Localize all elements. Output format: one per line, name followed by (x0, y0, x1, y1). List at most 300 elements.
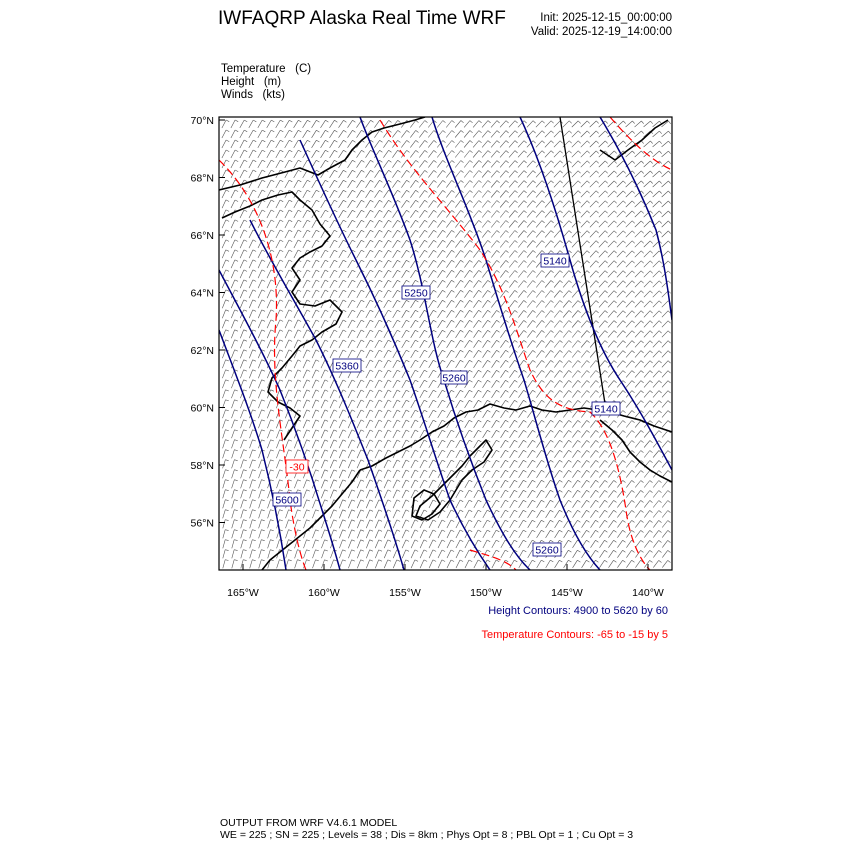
wind-barb-flag (560, 171, 563, 173)
wind-barb (482, 221, 488, 228)
wind-barb-flag (262, 250, 265, 252)
wind-barb-flag (289, 350, 292, 351)
wind-barb-flag (307, 140, 310, 142)
wind-barb-flag (632, 301, 635, 303)
wind-barb (303, 330, 307, 338)
wind-barb-flag (560, 141, 563, 143)
wind-barb-flag (361, 210, 364, 212)
wind-barb-flag (415, 470, 418, 472)
wind-barb-flag (433, 550, 436, 552)
wind-barb (348, 500, 352, 508)
wind-barb (608, 321, 614, 328)
wind-barb (582, 560, 587, 568)
wind-barb-flag (559, 560, 562, 562)
wind-barb-flag (397, 520, 400, 522)
wind-barb (401, 180, 406, 187)
wind-barb (446, 250, 451, 257)
wind-barb (590, 440, 595, 447)
wind-barb-flag (668, 421, 671, 423)
wind-barb-flag (316, 310, 319, 312)
wind-barb (554, 121, 560, 127)
temperature-contour (470, 550, 516, 570)
wind-barb (258, 370, 261, 378)
wind-barb-flag (334, 180, 337, 182)
wind-barb-flag (425, 220, 428, 222)
wind-barb-flag (479, 260, 482, 262)
wind-barb-flag (316, 170, 319, 172)
wind-barb-flag (470, 230, 473, 232)
wind-barb (267, 410, 270, 418)
wind-barb-flag (397, 460, 400, 462)
wind-barb-flag (505, 510, 508, 512)
wind-barb-flag (470, 300, 473, 302)
wind-barb-flag (226, 190, 229, 192)
wind-barb (222, 240, 226, 248)
wind-barb (608, 520, 613, 527)
wind-barb (635, 241, 641, 247)
wind-barb-flag (371, 140, 374, 142)
wind-barb (313, 540, 316, 548)
wind-barb (258, 410, 261, 418)
wind-barb-flag (479, 350, 482, 352)
wind-barb-flag (578, 430, 581, 432)
wind-barb-flag (452, 220, 455, 222)
wind-barb (366, 150, 371, 157)
wind-barb-flag (433, 520, 436, 522)
wind-barb-flag (614, 271, 617, 273)
wind-barb (312, 150, 317, 158)
wind-barb (617, 231, 623, 237)
wind-barb (464, 131, 470, 138)
wind-barb-flag (496, 530, 499, 532)
wind-barb-flag (461, 131, 464, 133)
wind-barb-flag (389, 140, 392, 142)
wind-barb-flag (461, 161, 464, 163)
wind-barb (375, 420, 379, 428)
wind-barb (357, 560, 360, 568)
wind-barb (608, 281, 614, 288)
wind-barb-flag (380, 130, 383, 132)
wind-barb (330, 290, 334, 298)
wind-barb-flag (271, 450, 274, 451)
wind-barb (635, 560, 640, 567)
wind-barb (250, 520, 253, 529)
wind-barb (617, 540, 622, 547)
wind-barb-flag (316, 510, 319, 511)
height-contour (600, 117, 672, 320)
wind-barb (510, 500, 515, 508)
wind-barb-flag (298, 530, 301, 531)
wind-barb-flag (298, 540, 301, 541)
wind-barb-flag (425, 160, 428, 162)
wind-barb-flag (253, 130, 256, 132)
wind-barb (312, 510, 315, 518)
wind-barb-flag (316, 250, 319, 252)
wind-barb-flag (650, 281, 653, 283)
wind-barb-flag (488, 300, 491, 302)
wind-barb-flag (668, 411, 671, 413)
wind-barb-flag (289, 330, 292, 332)
wind-barb-flag (325, 150, 328, 152)
wind-barb-flag (334, 560, 337, 561)
wind-barb (608, 341, 614, 348)
wind-barb-flag (225, 540, 228, 541)
wind-barb-flag (605, 121, 607, 124)
wind-barb-flag (271, 180, 274, 182)
wind-barb-flag (253, 260, 256, 262)
wind-barb (348, 200, 353, 208)
wind-barb-flag (443, 190, 446, 192)
wind-barb-flag (361, 320, 364, 322)
wind-barb-flag (587, 261, 590, 263)
wind-barb-flag (587, 141, 590, 144)
wind-barb (572, 390, 577, 397)
wind-barb (366, 330, 370, 338)
wind-barb-flag (623, 391, 626, 393)
wind-barb (608, 211, 614, 217)
wind-barb (384, 410, 388, 418)
wind-barb (249, 340, 252, 348)
wind-barb-flag (596, 181, 599, 184)
wind-barb (653, 181, 660, 187)
wind-barb-flag (469, 390, 472, 392)
wind-barb-flag (235, 240, 238, 242)
wind-barb-flag (316, 330, 319, 332)
wind-barb (500, 300, 505, 307)
wind-barb-flag (650, 241, 653, 244)
wind-barb (276, 200, 280, 208)
wind-barb (294, 230, 298, 238)
wind-barb (446, 141, 452, 148)
wind-barb-flag (452, 161, 455, 163)
wind-barb (348, 280, 352, 288)
wind-barb (482, 201, 488, 208)
wind-barb-flag (389, 170, 392, 172)
wind-barb (626, 480, 631, 487)
wind-barb (662, 351, 668, 358)
wind-barb (581, 460, 586, 467)
wind-barb (357, 450, 361, 458)
wind-barb (617, 520, 622, 527)
wind-barb-flag (289, 320, 292, 322)
wind-barb (483, 360, 488, 367)
wind-barb (617, 490, 622, 497)
wind-barb-flag (569, 201, 572, 203)
wind-barb (536, 141, 542, 148)
wind-barb (231, 260, 235, 268)
wind-barb-flag (434, 200, 437, 202)
wind-barb (564, 490, 569, 497)
wind-barb-flag (271, 240, 274, 242)
height-contour (432, 117, 600, 570)
wind-barb-flag (261, 500, 264, 501)
wind-barb (258, 310, 262, 318)
wind-barb (528, 440, 533, 447)
wind-barb-flag (478, 470, 481, 472)
wind-barb (312, 180, 317, 188)
wind-barb-flag (650, 491, 653, 493)
wind-barb-flag (370, 560, 373, 561)
wind-barb (662, 530, 668, 537)
wind-barb-flag (298, 210, 301, 212)
wind-barb-flag (541, 500, 544, 502)
wind-barb-flag (551, 291, 554, 293)
wind-barb-flag (388, 560, 391, 561)
wind-barb (572, 311, 578, 318)
wind-barb (366, 480, 370, 488)
wind-barb-flag (280, 250, 283, 252)
wind-barb (402, 510, 406, 518)
wind-barb (456, 310, 461, 317)
wind-barb (456, 390, 461, 398)
wind-barb (240, 270, 244, 278)
wind-barb (420, 530, 424, 538)
wind-barb-flag (307, 370, 310, 372)
wind-barb-flag (650, 530, 653, 532)
wind-barb-flag (514, 460, 517, 462)
wind-barb (277, 540, 280, 549)
wind-barb-flag (316, 550, 319, 551)
wind-barb-flag (532, 480, 535, 482)
wind-barb (411, 550, 415, 558)
wind-barb-flag (234, 480, 237, 481)
wind-barb-flag (596, 540, 599, 542)
model-settings: WE = 225 ; SN = 225 ; Levels = 38 ; Dis = 8km ; Phys Opt = 8 ; PBL Opt = 1 ; Cu Opt = 3 (220, 829, 634, 841)
wind-barb-flag (650, 171, 652, 174)
wind-barb (510, 440, 515, 448)
wind-barb (455, 270, 460, 277)
wind-barb (384, 430, 388, 438)
wind-barb (464, 191, 470, 198)
wind-barb-flag (433, 410, 436, 412)
wind-barb (258, 120, 262, 128)
wind-barb-flag (289, 210, 292, 212)
wind-barb-flag (623, 341, 626, 343)
wind-barb (375, 190, 380, 197)
wind-barb (572, 251, 578, 258)
wind-barb (330, 410, 334, 418)
wind-barb-flag (524, 161, 527, 163)
wind-barb-flag (316, 480, 319, 481)
wind-barb (608, 191, 614, 197)
wind-barb-flag (506, 360, 509, 362)
wind-barb (635, 161, 642, 167)
wind-barb-flag (406, 550, 409, 551)
wind-barb (429, 360, 434, 368)
wind-barb-flag (280, 120, 283, 122)
wind-barb-flag (587, 490, 590, 492)
wind-barb (393, 430, 397, 438)
wind-barb (518, 151, 524, 158)
wind-barb (258, 140, 262, 148)
wind-barb-flag (397, 300, 400, 302)
wind-barb-flag (614, 251, 617, 253)
wind-barb-flag (434, 260, 437, 262)
wind-barb-flag (334, 170, 337, 172)
wind-barb-flag (659, 161, 661, 164)
wind-barb (222, 380, 225, 388)
wind-barb (536, 400, 541, 407)
wind-barb (455, 290, 460, 297)
wind-barb (259, 470, 262, 478)
wind-barb (626, 341, 632, 348)
wind-barb (483, 470, 488, 478)
wind-barb (384, 330, 388, 338)
wind-barb (348, 420, 352, 428)
wind-barb-flag (343, 270, 346, 272)
wind-barb-flag (479, 270, 482, 272)
wind-barb-flag (316, 360, 319, 362)
wind-barb (500, 161, 506, 168)
wind-barb-flag (316, 380, 319, 382)
wind-barb (563, 291, 569, 298)
wind-barb (249, 120, 253, 128)
wind-barb (653, 271, 659, 277)
wind-barb (222, 220, 226, 228)
wind-barb-flag (533, 241, 536, 243)
wind-barb (492, 360, 497, 367)
wind-barb (401, 130, 406, 137)
wind-barb (223, 410, 226, 418)
wind-barb (572, 121, 578, 127)
wind-barb-flag (388, 410, 391, 412)
wind-barb (617, 351, 623, 358)
wind-barb-flag (271, 170, 274, 172)
wind-barb (410, 190, 415, 197)
wind-barb-flag (243, 460, 246, 461)
wind-barb (339, 260, 343, 268)
wind-barb-flag (578, 520, 581, 522)
wind-barb (366, 310, 370, 318)
wind-barb (635, 271, 641, 277)
wind-barb-flag (334, 450, 337, 451)
wind-barb (222, 290, 226, 298)
wind-barb (518, 350, 523, 357)
wind-barb-flag (479, 141, 482, 143)
wind-barb-flag (307, 190, 310, 192)
wind-barb-flag (388, 280, 391, 282)
wind-barb (536, 360, 541, 367)
wind-barb (447, 300, 452, 307)
wind-barb-flag (641, 451, 644, 453)
wind-barb-flag (334, 420, 337, 422)
wind-barb (617, 121, 624, 127)
wind-barb-flag (514, 510, 517, 512)
wind-barb-flag (415, 420, 418, 422)
wind-barb (223, 390, 226, 398)
wind-barb (491, 191, 497, 198)
wind-barb-flag (460, 360, 463, 362)
wind-barb (438, 440, 442, 448)
wind-barb-flag (397, 290, 400, 292)
wind-barb (456, 450, 460, 458)
wind-barb-flag (596, 161, 599, 164)
wind-barb-flag (524, 420, 527, 422)
wind-barb-flag (470, 200, 473, 202)
wind-barb-flag (451, 520, 454, 522)
wind-barb-flag (316, 190, 319, 192)
wind-barb-flag (389, 160, 392, 162)
wind-barb-flag (469, 450, 472, 452)
wind-barb-flag (388, 250, 391, 252)
wind-barb (536, 320, 542, 327)
wind-barb-flag (533, 231, 536, 233)
wind-barb-flag (478, 440, 481, 442)
wind-barb (473, 250, 478, 257)
wind-barb-flag (343, 190, 346, 192)
wind-barb-flag (578, 151, 581, 154)
wind-barb (474, 560, 478, 568)
wind-barb-flag (505, 500, 508, 502)
wind-barb-flag (388, 360, 391, 362)
wind-barb (294, 210, 298, 218)
wind-barb (249, 160, 253, 168)
wind-barb (312, 260, 316, 268)
wind-barb (366, 520, 370, 528)
wind-barb (591, 520, 596, 527)
wind-barb (653, 451, 659, 458)
wind-barb (375, 370, 379, 378)
wind-barb (222, 170, 226, 178)
wind-barb-flag (632, 121, 634, 124)
wind-barb-flag (605, 381, 608, 383)
wind-barb-flag (605, 311, 608, 313)
wind-barb-flag (551, 311, 554, 313)
wind-barb-flag (343, 470, 346, 471)
wind-barb-flag (370, 250, 373, 252)
wind-barb-flag (452, 240, 455, 242)
wind-barb-flag (244, 200, 247, 202)
wind-barb-flag (569, 251, 572, 253)
wind-barb-flag (569, 291, 572, 293)
wind-barb (411, 420, 415, 428)
wind-barb-flag (578, 490, 581, 492)
wind-barb (662, 131, 669, 137)
wind-barb-flag (542, 181, 545, 183)
wind-barb-flag (380, 150, 383, 152)
wind-barb-flag (524, 450, 527, 452)
wind-barb-flag (587, 361, 590, 363)
wind-barb (402, 450, 406, 458)
wind-barb-flag (370, 460, 373, 462)
wind-barb (662, 431, 668, 438)
wind-barb (653, 520, 658, 527)
wind-barb (393, 370, 397, 378)
wind-barb (393, 440, 397, 448)
wind-barb (653, 171, 660, 177)
wind-barb (509, 221, 515, 228)
wind-barb-flag (226, 140, 229, 142)
wind-barb (599, 131, 606, 137)
wind-barb (554, 231, 560, 238)
wind-barb (456, 520, 460, 528)
wind-barb (348, 220, 353, 228)
wind-barb (474, 480, 478, 488)
wind-barb-flag (587, 520, 590, 522)
wind-barb (267, 340, 271, 348)
wind-barb (581, 321, 587, 328)
wind-barb (411, 220, 416, 227)
wind-barb (644, 560, 649, 567)
wind-barb (599, 181, 605, 187)
wind-barb-flag (298, 370, 301, 371)
wind-barb (653, 491, 659, 498)
wind-barb (590, 201, 596, 207)
wind-barb-flag (461, 200, 464, 202)
wind-barb-flag (307, 430, 310, 431)
wind-barb (518, 261, 524, 268)
wind-barb-flag (623, 431, 626, 433)
